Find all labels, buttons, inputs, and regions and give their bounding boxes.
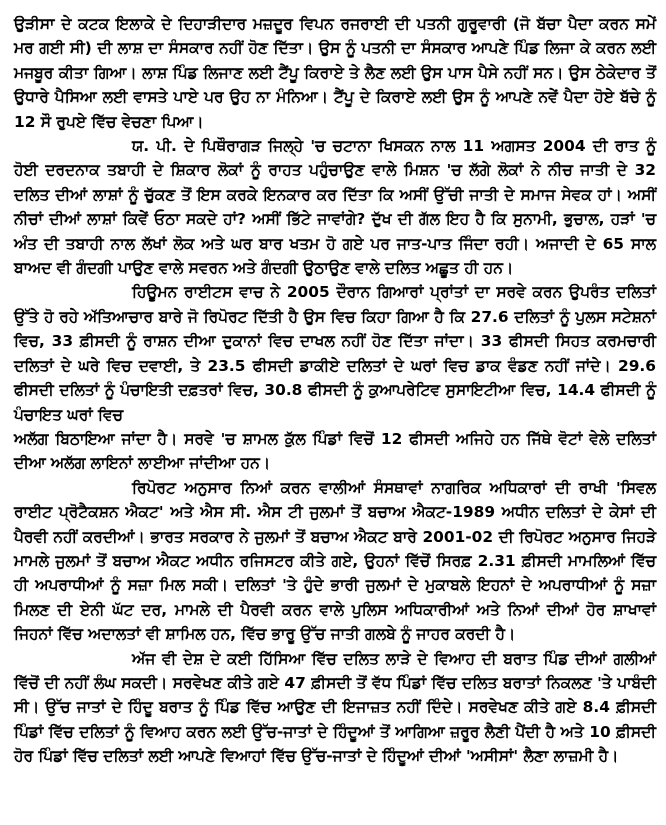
- paragraph-report-conviction-rate: ਰਿਪੋਰਟ ਅਨੁਸਾਰ ਨਿਆਂ ਕਰਨ ਵਾਲੀਆਂ ਸੰਸਥਾਵਾਂ ਨਾਗਰਿਕ ਅਧਿਕਾਰਾਂ ਦੀ ਰਾਖੀ 'ਸਿਵਲ ਰਾਈਟ ਪ੍ਰੋਟੈਕਸ਼ਨ ਐਕਟ' ਅਤੇ ਐਸ ਸੀ. ਐਸ ਟੀ ਜੁਲਮਾਂ ਤੋਂ ਬਚਾਅ ਐਕਟ-1989 ਅਧੀਨ ਦਲਿਤਾਂ ਦੇ ਕੇਸਾਂ ਦੀ ਪੈਰਵੀ ਨਹੀਂ ਕਰਦੀਆਂ। ਭਾਰਤ ਸਰਕਾਰ ਨੇ ਜੁਲਮਾਂ ਤੋਂ ਬਚਾਅ ਐਕਟ ਬਾਰੇ 2001-02 ਦੀ ਰਿਪੋਰਟ ਅਨੁਸਾਰ ਜਿਹੜੇ ਮਾਮਲੇ ਜੁਲਮਾਂ ਤੋਂ ਬਚਾਅ ਐਕਟ ਅਧੀਨ ਰਜਿਸਟਰ ਕੀਤੇ ਗਏ, ਉਹਨਾਂ ਵਿੱਚੋਂ ਸਿਰਫ਼ 2.31 ਫ਼ੀਸਦੀ ਮਾਮਲਿਆਂ ਵਿੱਚ ਹੀ ਅਪਰਾਧੀਆਂ ਨੂੰ ਸਜ਼ਾ ਮਿਲ ਸਕੀ। ਦਲਿਤਾਂ 'ਤੇ ਹੁੰਦੇ ਭਾਰੀ ਜੁਲਮਾਂ ਦੇ ਮੁਕਾਬਲੇ ਇਹਨਾਂ ਦੇ ਅਪਰਾਧੀਆਂ ਨੂੰ ਸਜ਼ਾ ਮਿਲਣ ਦੀ ਏਨੀ ਘੱਟ ਦਰ, ਮਾਮਲੇ ਦੀ ਪੈਰਵੀ ਕਰਨ ਵਾਲੇ ਪੁਲਿਸ ਅਧਿਕਾਰੀਆਂ ਅਤੇ ਨਿਆਂ ਦੀਆਂ ਹੋਰ ਸ਼ਾਖਾਵਾਂ ਜਿਹਨਾਂ ਵਿੱਚ ਅਦਾਲਤਾਂ ਵੀ ਸ਼ਾਮਿਲ ਹਨ, ਵਿੱਚ ਭਾਰੂ ਉੱਚ ਜਾਤੀ ਗਲਬੇ ਨੂੰ ਜਾਹਰ ਕਰਦੀ ਹੈ।: [14, 478, 656, 644]
- document-body: [14, 12, 656, 769]
- paragraph-separate-seating: ਅਲੱਗ ਬਿਠਾਇਆ ਜਾਂਦਾ ਹੈ। ਸਰਵੇ 'ਚ ਸ਼ਾਮਲ ਕੁੱਲ ਪਿੰਡਾਂ ਵਿਚੋਂ 12 ਫੀਸਦੀ ਅਜਿਹੇ ਹਨ ਜਿੱਥੇ ਵੋਟਾਂ ਵੇਲੇ ਦਲਿਤਾਂ ਦੀਆ ਅਲੱਗ ਲਾਇਨਾਂ ਲਾਈਆ ਜਾਂਦੀਆ ਹਨ।: [14, 429, 656, 473]
- paragraph-human-rights-watch-survey: ਹਿਊਮਨ ਰਾਈਟਸ ਵਾਚ ਨੇ 2005 ਦੌਰਾਨ ਗਿਆਰਾਂ ਪ੍ਰਾਂਤਾਂ ਦਾ ਸਰਵੇ ਕਰਨ ਉਪਰੰਤ ਦਲਿਤਾਂ ਉੱਤੇ ਹੋ ਰਹੇ ਅੱਤਿਆਚਾਰ ਬਾਰੇ ਜੋ ਰਿਪੋਰਟ ਦਿੱਤੀ ਹੈ ਉਸ ਵਿਚ ਕਿਹਾ ਗਿਆ ਹੈ ਕਿ 27.6 ਦਲਿਤਾਂ ਨੂੰ ਪੁਲਸ ਸਟੇਸ਼ਨਾਂ ਵਿਚ, 33 ਫ਼ੀਸਦੀ ਨੂੰ ਰਾਸ਼ਨ ਦੀਆ ਦੁਕਾਨਾਂ ਵਿਚ ਦਾਖਲ ਨਹੀਂ ਹੋਣ ਦਿੱਤਾ ਜਾਂਦਾ। 33 ਫੀਸਦੀ ਸਿਹਤ ਕਰਮਚਾਰੀ ਦਲਿਤਾਂ ਦੇ ਘਰੇ ਵਿਚ ਦਵਾਈ, ਤੇ 23.5 ਫੀਸਦੀ ਡਾਕੀਏ ਦਲਿਤਾਂ ਦੇ ਘਰਾਂ ਵਿਚ ਡਾਕ ਵੰਡਣ ਨਹੀਂ ਜਾਂਦੇ। 29.6 ਫੀਸਦੀ ਦਲਿਤਾਂ ਨੂੰ ਪੰਚਾਇਤੀ ਦਫ਼ਤਰਾਂ ਵਿਚ, 30.8 ਫੀਸਦੀ ਨੂੰ ਕੁਆਪਰੇਟਿਵ ਸੁਸਾਇਟੀਆ ਵਿਚ, 14.4 ਫੀਸਦੀ ਨੂੰ ਪੰਚਾਇਤ ਘਰਾਂ ਵਿਚ: [14, 283, 656, 424]
- paragraph-wedding-processions: ਅੱਜ ਵੀ ਦੇਸ਼ ਦੇ ਕਈ ਹਿੱਸਿਆ ਵਿੱਚ ਦਲਿਤ ਲਾੜੇ ਦੇ ਵਿਆਹ ਦੀ ਬਰਾਤ ਪਿੰਡ ਦੀਆਂ ਗਲੀਆਂ ਵਿੱਚੋਂ ਦੀ ਨਹੀਂ ਲੰਘ ਸਕਦੀ। ਸਰਵੇਖਣ ਕੀਤੇ ਗਏ 47 ਫ਼ੀਸਦੀ ਤੋਂ ਵੱਧ ਪਿੰਡਾਂ ਵਿੱਚ ਦਲਿਤ ਬਰਾਤਾਂ ਨਿਕਲਣ 'ਤੇ ਪਾਬੰਦੀ ਸੀ। ਉੱਚ ਜਾਤਾਂ ਦੇ ਹਿੰਦੂ ਬਰਾਤ ਨੂੰ ਪਿੰਡ ਵਿੱਚ ਆਉਣ ਦੀ ਇਜਾਜ਼ਤ ਨਹੀਂ ਦਿੰਦੇ। ਸਰਵੇਖਣ ਕੀਤੇ ਗਏ 8.4 ਫ਼ੀਸਦੀ ਪਿੰਡਾਂ ਵਿੱਚ ਦਲਿਤਾਂ ਨੂੰ ਵਿਆਹ ਕਰਨ ਲਈ ਉੱਚ-ਜਾਤਾਂ ਦੇ ਹਿੰਦੂਆਂ ਤੋਂ ਆਗਿਆ ਜ਼ਰੂਰ ਲੈਣੀ ਪੈਂਦੀ ਹੈ ਅਤੇ 10 ਫ਼ੀਸਦੀ ਹੋਰ ਪਿੰਡਾਂ ਵਿੱਚ ਦਲਿਤਾਂ ਲਈ ਆਪਣੇ ਵਿਆਹਾਂ ਵਿੱਚ ਉੱਚ-ਜਾਤਾਂ ਦੇ ਹਿੰਦੂਆਂ ਦੀਆਂ 'ਅਸੀਸਾਂ' ਲੈਣਾ ਲਾਜ਼ਮੀ ਹੈ।: [14, 649, 656, 766]
- paragraph-cuttack-labourer: ਉੜੀਸਾ ਦੇ ਕਟਕ ਇਲਾਕੇ ਦੇ ਦਿਹਾੜੀਦਾਰ ਮਜ਼ਦੂਰ ਵਿਪਨ ਰਜਰਾਈ ਦੀ ਪਤਨੀ ਗੁਰੂਵਾਰੀ (ਜੋ ਬੱਚਾ ਪੈਦਾ ਕਰਨ ਸਮੇਂ ਮਰ ਗਈ ਸੀ) ਦੀ ਲਾਸ਼ ਦਾ ਸੰਸਕਾਰ ਨਹੀਂ ਹੋਣ ਦਿੱਤਾ। ਉਸ ਨੂੰ ਪਤਨੀ ਦਾ ਸੰਸਕਾਰ ਆਪਣੇ ਪਿੰਡ ਲਿਜਾ ਕੇ ਕਰਨ ਲਈ ਮਜਬੂਰ ਕੀਤਾ ਗਿਆ। ਲਾਸ਼ ਪਿੰਡ ਲਿਜਾਣ ਲਈ ਟੈਂਪੂ ਕਿਰਾਏ ਤੇ ਲੈਣ ਲਈ ਉਸ ਪਾਸ ਪੈਸੇ ਨਹੀਂ ਸਨ। ਉਸ ਠੇਕੇਦਾਰ ਤੋਂ ਉਧਾਰੇ ਪੈਸਿਆ ਲਈ ਵਾਸਤੇ ਪਾਏ ਪਰ ਉਹ ਨਾ ਮੰਨਿਆ। ਟੈਂਪੂ ਦੇ ਕਿਰਾਏ ਲਈ ਉਸ ਨੂੰ ਆਪਣੇ ਨਵੇਂ ਪੈਦਾ ਹੋਏ ਬੱਚੇ ਨੂੰ 12 ਸੌ ਰੁਪਏ ਵਿੱਚ ਵੇਚਣਾ ਪਿਆ।: [14, 15, 656, 131]
- paragraph-pithoragarh-landslide: ਯ. ਪੀ. ਦੇ ਪਿਥੌਰਾਗੜ ਜਿਲ੍ਹੇ 'ਚ ਚਟਾਨਾ ਖਿਸਕਨ ਨਾਲ 11 ਅਗਸਤ 2004 ਦੀ ਰਾਤ ਨੂੰ ਹੋਈ ਦਰਦਨਾਕ ਤਬਾਹੀ ਦੇ ਸ਼ਿਕਾਰ ਲੋਕਾਂ ਨੂੰ ਰਾਹਤ ਪਹੁੰਚਾਉਣ ਵਾਲੇ ਮਿਸ਼ਨ 'ਚ ਲੱਗੇ ਲੋਕਾਂ ਨੇ ਨੀਚ ਜਾਤੀ ਦੇ 32 ਦਲਿਤ ਦੀਆਂ ਲਾਸ਼ਾਂ ਨੂੰ ਚੁੱਕਣ ਤੋਂ ਇਸ ਕਰਕੇ ਇਨਕਾਰ ਕਰ ਦਿੱਤਾ ਕਿ ਅਸੀਂ ਉੱਚੀ ਜਾਤੀ ਦੇ ਸਮਾਜ ਸੇਵਕ ਹਾਂ। ਅਸੀਂ ਨੀਚਾਂ ਦੀਆਂ ਲਾਸ਼ਾਂ ਕਿਵੇਂ ਓਠਾ ਸਕਦੇ ਹਾਂ? ਅਸੀਂ ਭਿੱਟੇ ਜਾਵਾਂਗੇ? ਦੁੱਖ ਦੀ ਗੱਲ ਇਹ ਹੈ ਕਿ ਸੁਨਾਮੀ, ਭੁਚਾਲ, ਹੜਾਂ 'ਚ ਅੰਤ ਦੀ ਤਬਾਹੀ ਨਾਲ ਲੱਖਾਂ ਲੋਕ ਅਤੇ ਘਰ ਬਾਰ ਖਤਮ ਹੋ ਗਏ ਪਰ ਜਾਤ-ਪਾਤ ਜਿੰਦਾ ਰਹੀ। ਅਜਾਦੀ ਦੇ 65 ਸਾਲ ਬਾਅਦ ਵੀ ਗੰਦਗੀ ਪਾਉਣ ਵਾਲੇ ਸਵਰਨ ਅਤੇ ਗੰਦਗੀ ਉਠਾਉਣ ਵਾਲੇ ਦਲਿਤ ਅਛੂਤ ਹੀ ਹਨ।: [14, 137, 656, 278]
